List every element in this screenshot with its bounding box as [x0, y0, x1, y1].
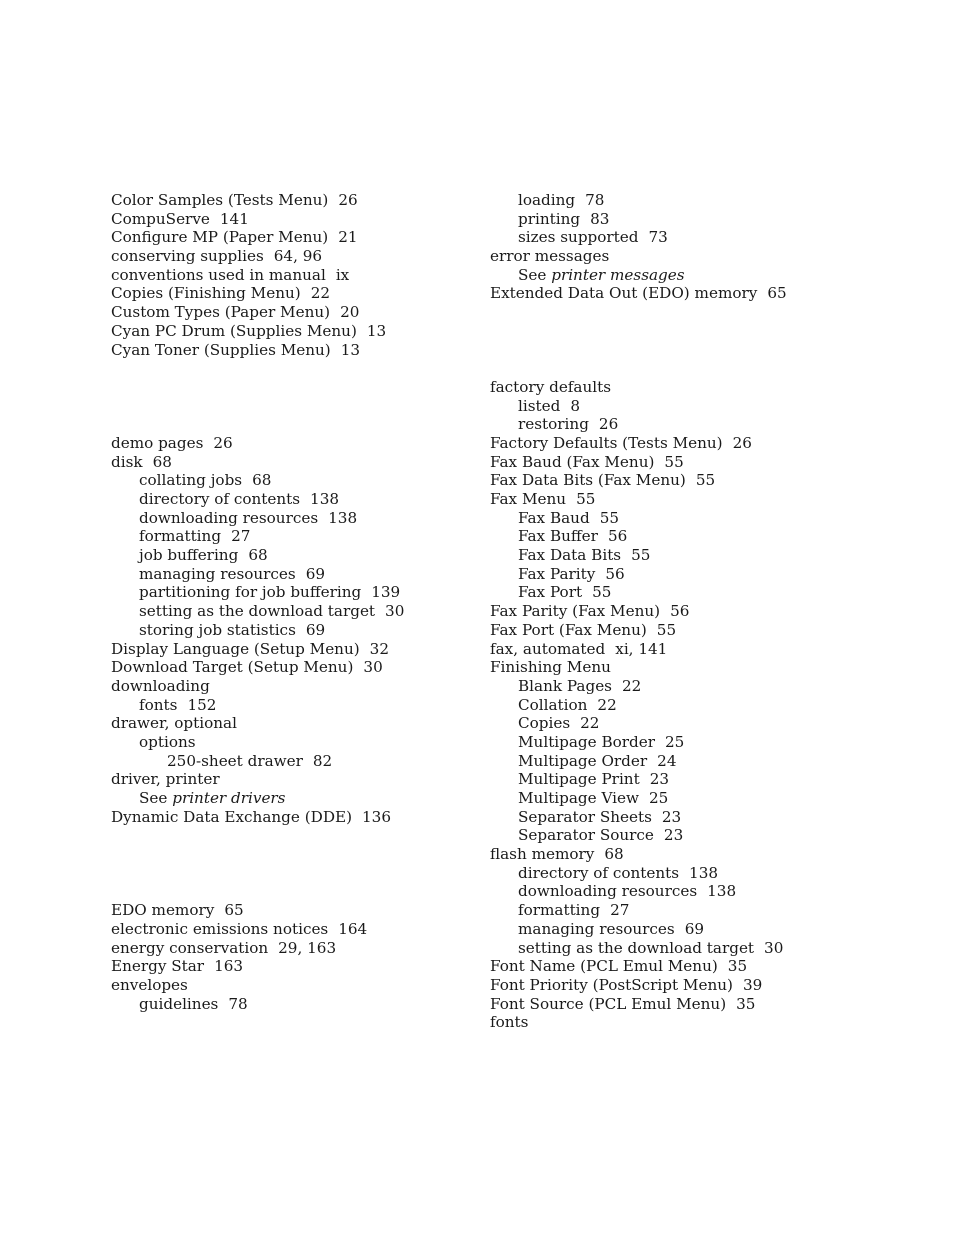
index-entry: [111, 733, 531, 752]
index-page-ref: 83: [590, 209, 610, 228]
index-term: conventions used in manual: [111, 265, 326, 284]
index-page-ref: 35: [727, 957, 748, 976]
index-term: Finishing Menu: [490, 658, 611, 677]
index-term: energy conservation: [111, 938, 269, 957]
index-term: directory of contents: [139, 490, 301, 508]
index-term: sizes supported: [518, 228, 639, 247]
index-page-ref: 78: [228, 994, 248, 1013]
index-page-ref: 68: [248, 546, 268, 565]
index-page-ref: 22: [310, 284, 331, 303]
index-entry: [490, 527, 910, 546]
index-entry: [490, 845, 910, 864]
index-page-ref: 55: [599, 508, 620, 527]
index-page-ref: 68: [604, 845, 624, 864]
index-entry: [490, 434, 910, 453]
index-term: electronic emissions notices: [111, 919, 329, 938]
index-term: conserving supplies: [111, 247, 264, 266]
index-entry: [111, 210, 531, 229]
index-term: downloading resources: [139, 508, 319, 527]
index-entry: [490, 640, 910, 659]
index-entry: [490, 453, 910, 472]
index-page-ref: 69: [684, 919, 705, 938]
index-entry: [490, 471, 910, 490]
index-entry: [111, 228, 531, 247]
index-entry: [490, 808, 910, 827]
index-page-ref: 73: [648, 228, 668, 247]
index-column-left: [111, 191, 531, 1013]
index-entry: [490, 826, 910, 845]
index-page-ref: 27: [610, 901, 630, 920]
index-entry: [490, 901, 910, 920]
index-column-right: [490, 191, 910, 1032]
index-entry: [111, 808, 531, 827]
index-term: Fax Port (Fax Menu): [490, 620, 647, 639]
index-term: factory defaults: [490, 377, 612, 396]
index-term: error messages: [490, 247, 610, 266]
index-entry: [111, 602, 531, 621]
see-target: printer drivers: [172, 789, 286, 807]
index-page-ref: 22: [621, 676, 642, 695]
index-page-ref: 22: [580, 714, 600, 733]
index-entry: [490, 378, 910, 397]
index-page-ref: 82: [312, 751, 333, 770]
index-page-ref: 55: [656, 620, 677, 639]
index-entry: [490, 696, 910, 715]
index-term: Extended Data Out (EDO) memory: [490, 284, 758, 303]
index-see-reference: [111, 789, 531, 808]
index-term: Copies: [518, 714, 571, 733]
index-page-ref: 65: [224, 901, 244, 920]
index-term: Multipage Print: [518, 770, 640, 789]
index-term: downloading: [111, 676, 210, 695]
index-term: formatting: [518, 901, 601, 920]
index-term: demo pages: [111, 433, 204, 452]
index-entry: [490, 864, 910, 883]
index-page-ref: 30: [363, 658, 383, 677]
index-see-reference: [490, 266, 910, 285]
index-gap: [490, 303, 910, 322]
index-entry: [490, 1013, 910, 1032]
index-term: listed: [518, 396, 561, 415]
index-page-ref: 30: [385, 602, 405, 621]
index-term: restoring: [518, 415, 589, 434]
index-term: loading: [518, 191, 576, 209]
index-entry: [111, 770, 531, 789]
index-term: Factory Defaults (Tests Menu): [490, 433, 723, 452]
index-entry: [111, 939, 531, 958]
index-entry: [111, 434, 531, 453]
index-term: fonts: [490, 1013, 529, 1032]
index-term: Energy Star: [111, 957, 205, 976]
index-page-ref: 26: [598, 415, 619, 434]
index-term: Font Priority (PostScript Menu): [490, 975, 733, 994]
index-entry: [490, 920, 910, 939]
index-entry: [490, 546, 910, 565]
index-page-ref: 64, 96: [273, 247, 323, 266]
index-term: Fax Baud: [518, 508, 590, 527]
index-entry: [111, 490, 531, 509]
index-page-ref: 23: [661, 807, 682, 826]
index-term: 250-sheet drawer: [167, 751, 303, 770]
index-entry: [490, 415, 910, 434]
index-page-ref: 56: [607, 527, 628, 546]
index-entry: [490, 565, 910, 584]
index-entry: [490, 995, 910, 1014]
index-page-ref: 65: [767, 284, 787, 303]
index-gap: [111, 397, 531, 416]
index-entry: [111, 565, 531, 584]
index-entry: [111, 621, 531, 640]
index-page-ref: 56: [605, 564, 625, 583]
index-term: CompuServe: [111, 209, 210, 228]
index-term: Font Name (PCL Emul Menu): [490, 957, 718, 976]
index-term: Cyan Toner (Supplies Menu): [111, 340, 331, 359]
index-entry: [490, 247, 910, 266]
index-entry: [111, 509, 531, 528]
index-term: job buffering: [139, 546, 239, 565]
index-entry: [490, 976, 910, 995]
index-entry: [490, 882, 910, 901]
index-entry: [111, 322, 531, 341]
index-page-ref: 29, 163: [278, 938, 337, 957]
index-page-ref: 68: [152, 452, 172, 471]
index-term: printing: [518, 209, 581, 228]
index-gap: [111, 845, 531, 864]
index-entry: [490, 957, 910, 976]
index-entry: [111, 266, 531, 285]
index-entry: [490, 770, 910, 789]
index-page-ref: 13: [340, 340, 361, 359]
index-term: Fax Port: [518, 583, 583, 602]
index-page-ref: 30: [764, 938, 784, 957]
index-page-ref: 25: [649, 789, 669, 807]
index-term: Multipage Border: [518, 732, 655, 751]
index-term: flash memory: [490, 845, 595, 864]
index-page-ref: 21: [338, 228, 358, 247]
index-term: Fax Parity (Fax Menu): [490, 602, 661, 621]
index-term: downloading resources: [518, 882, 698, 901]
index-page-ref: 139: [371, 583, 401, 602]
index-term: Fax Buffer: [518, 527, 598, 546]
index-term: Multipage View: [518, 789, 640, 807]
index-term: Copies (Finishing Menu): [111, 284, 301, 303]
index-entry: [111, 752, 531, 771]
index-term: driver, printer: [111, 770, 220, 789]
index-page-ref: 138: [310, 490, 340, 508]
index-term: Color Samples (Tests Menu): [111, 191, 329, 209]
index-page-ref: 138: [707, 882, 737, 901]
index-page-ref: 55: [695, 471, 716, 490]
index-page-ref: 152: [187, 695, 217, 714]
index-entry: [111, 247, 531, 266]
index-page-ref: 69: [305, 620, 326, 639]
index-term: Configure MP (Paper Menu): [111, 228, 329, 247]
index-entry: [490, 583, 910, 602]
index-page-ref: 55: [592, 583, 612, 602]
index-page-ref: 24: [657, 751, 677, 770]
index-page-ref: 25: [665, 732, 685, 751]
index-page-ref: 23: [649, 770, 670, 789]
index-term: Multipage Order: [518, 751, 648, 770]
index-page-ref: 13: [366, 321, 387, 340]
index-entry: [490, 509, 910, 528]
index-term: disk: [111, 452, 143, 471]
index-page-ref: 20: [340, 303, 360, 322]
index-entry: [111, 640, 531, 659]
index-entry: [111, 191, 531, 210]
index-term: Fax Menu: [490, 490, 567, 508]
index-term: Custom Types (Paper Menu): [111, 303, 331, 322]
index-term: Fax Data Bits (Fax Menu): [490, 471, 686, 490]
index-entry: [111, 696, 531, 715]
index-entry: [111, 284, 531, 303]
index-page-ref: ix: [335, 265, 350, 284]
index-page-ref: 23: [663, 826, 684, 845]
index-term: options: [139, 732, 196, 751]
index-entry: [111, 901, 531, 920]
index-term: setting as the download target: [139, 602, 376, 621]
see-target: printer messages: [551, 265, 685, 284]
index-entry: [111, 995, 531, 1014]
index-term: Font Source (PCL Emul Menu): [490, 994, 727, 1013]
index-gap: [490, 322, 910, 341]
index-term: Collation: [518, 695, 588, 714]
index-page-ref: 26: [338, 191, 358, 209]
index-entry: [490, 210, 910, 229]
index-term: directory of contents: [518, 863, 680, 882]
index-entry: [490, 939, 910, 958]
index-entry: [490, 284, 910, 303]
index-page-ref: 22: [597, 695, 617, 714]
index-page-ref: 55: [631, 546, 651, 565]
index-entry: [490, 490, 910, 509]
index-gap: [111, 359, 531, 378]
index-gap: [490, 359, 910, 378]
index-gap: [111, 864, 531, 883]
index-term: Cyan PC Drum (Supplies Menu): [111, 321, 357, 340]
index-entry: [111, 453, 531, 472]
index-term: Separator Sheets: [518, 807, 652, 826]
index-term: formatting: [139, 527, 222, 546]
index-page-ref: 39: [742, 975, 763, 994]
index-term: Fax Baud (Fax Menu): [490, 452, 655, 471]
index-term: managing resources: [518, 919, 675, 938]
index-term: Fax Data Bits: [518, 546, 622, 565]
index-entry: [111, 546, 531, 565]
index-term: managing resources: [139, 564, 296, 583]
index-entry: [111, 471, 531, 490]
index-entry: [490, 397, 910, 416]
index-page-ref: 35: [736, 994, 756, 1013]
index-term: Download Target (Setup Menu): [111, 658, 354, 677]
index-term: Dynamic Data Exchange (DDE): [111, 807, 353, 826]
index-entry: [490, 602, 910, 621]
index-page-ref: 163: [214, 957, 244, 976]
index-entry: [490, 752, 910, 771]
index-entry: [111, 920, 531, 939]
index-page-ref: 78: [585, 191, 605, 209]
index-entry: [490, 789, 910, 808]
index-gap: [111, 826, 531, 845]
index-page-ref: 55: [664, 452, 684, 471]
index-term: Separator Source: [518, 826, 654, 845]
index-term: guidelines: [139, 994, 219, 1013]
index-entry: [111, 714, 531, 733]
index-page-ref: 56: [670, 602, 690, 621]
index-entry: [111, 957, 531, 976]
index-entry: [111, 341, 531, 360]
index-term: envelopes: [111, 975, 188, 994]
index-entry: [111, 677, 531, 696]
index-term: fonts: [139, 695, 178, 714]
index-page-ref: 136: [362, 807, 392, 826]
index-term: EDO memory: [111, 901, 215, 920]
see-label: See: [518, 265, 547, 284]
index-entry: [111, 976, 531, 995]
index-page-ref: 138: [328, 508, 358, 527]
index-entry: [490, 621, 910, 640]
index-gap: [111, 415, 531, 434]
index-page-ref: 8: [570, 396, 580, 415]
index-page-ref: 27: [231, 527, 251, 546]
index-entry: [111, 658, 531, 677]
index-page-ref: 69: [305, 564, 326, 583]
see-label: See: [139, 789, 168, 807]
index-term: Fax Parity: [518, 564, 596, 583]
index-page-ref: 68: [252, 471, 272, 490]
index-page-ref: 141: [219, 209, 249, 228]
index-page-ref: 55: [576, 490, 596, 508]
index-term: Display Language (Setup Menu): [111, 639, 360, 658]
index-term: storing job statistics: [139, 620, 296, 639]
index-term: setting as the download target: [518, 938, 755, 957]
index-page-ref: 164: [338, 919, 368, 938]
index-entry: [490, 733, 910, 752]
index-term: fax, automated: [490, 639, 606, 658]
index-entry: [111, 583, 531, 602]
index-page-ref: 138: [689, 863, 719, 882]
index-entry: [490, 677, 910, 696]
index-entry: [490, 658, 910, 677]
index-entry: [490, 191, 910, 210]
index-entry: [111, 527, 531, 546]
index-term: drawer, optional: [111, 714, 237, 733]
index-page-ref: 26: [732, 433, 752, 452]
index-page-ref: xi, 141: [615, 639, 668, 658]
index-gap: [111, 882, 531, 901]
index-term: Blank Pages: [518, 676, 612, 695]
index-term: partitioning for job buffering: [139, 583, 362, 602]
index-gap: [111, 378, 531, 397]
index-page-ref: 26: [213, 433, 233, 452]
index-entry: [490, 714, 910, 733]
index-page-ref: 32: [369, 639, 389, 658]
index-entry: [490, 228, 910, 247]
index-gap: [490, 341, 910, 360]
index-term: collating jobs: [139, 471, 243, 490]
index-entry: [111, 303, 531, 322]
